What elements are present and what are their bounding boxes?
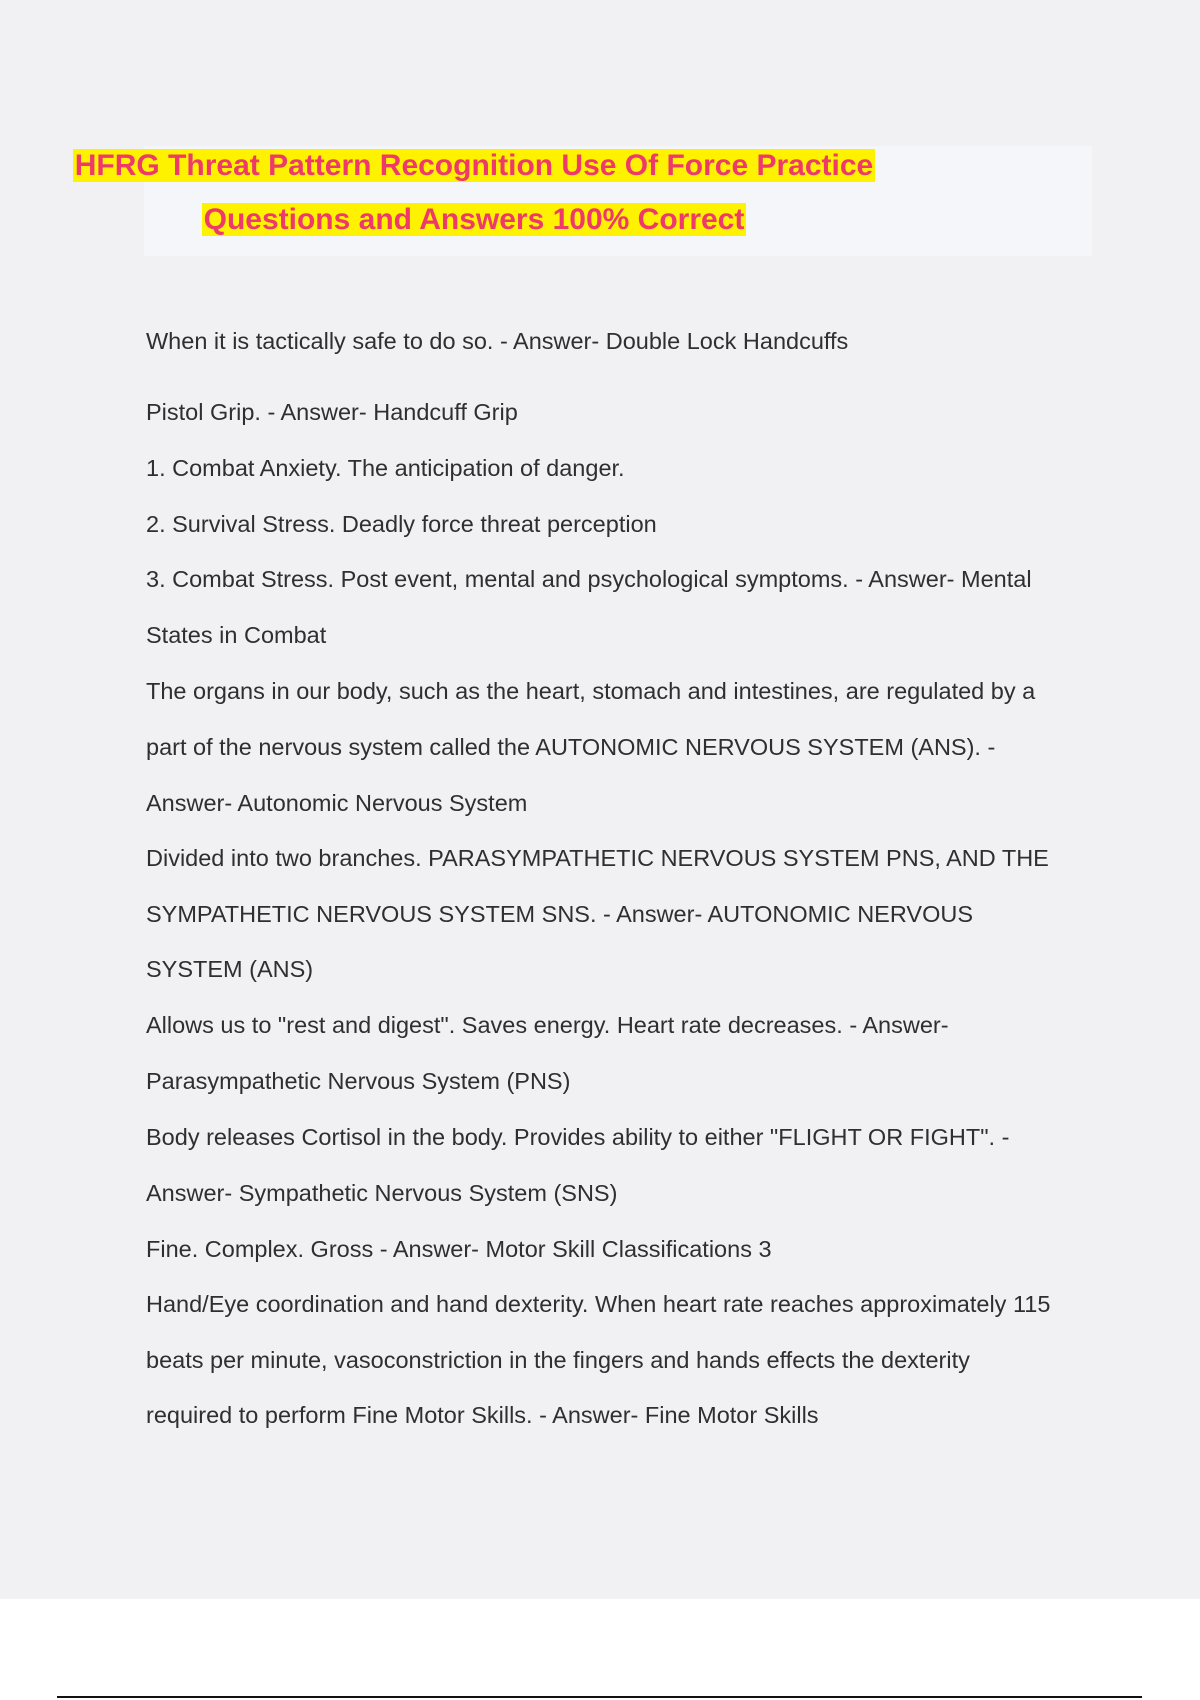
text-line: Body releases Cortisol in the body. Provides ability to either "FLIGHT OR FIGHT". - bbox=[146, 1124, 1010, 1150]
document-title-line-2: Questions and Answers 100% Correct bbox=[203, 203, 745, 236]
text-line: 2. Survival Stress. Deadly force threat perception bbox=[146, 511, 657, 537]
text-line: When it is tactically safe to do so. - Answer- Double Lock Handcuffs bbox=[146, 328, 849, 354]
text-line: 3. Combat Stress. Post event, mental and psychological symptoms. - Answer- Mental bbox=[146, 566, 1032, 592]
text-line: Hand/Eye coordination and hand dexterity. When heart rate reaches approximately 115 bbox=[146, 1291, 1051, 1317]
text-line: The organs in our body, such as the heart, stomach and intestines, are regulated by a bbox=[146, 678, 1036, 704]
text-line: 1. Combat Anxiety. The anticipation of danger. bbox=[146, 455, 625, 481]
text-line: required to perform Fine Motor Skills. - Answer- Fine Motor Skills bbox=[146, 1402, 819, 1428]
text-line: Divided into two branches. PARASYMPATHETIC NERVOUS SYSTEM PNS, AND THE bbox=[146, 845, 1049, 871]
text-line: part of the nervous system called the AUTONOMIC NERVOUS SYSTEM (ANS). - bbox=[146, 734, 996, 760]
text-line: Answer- Autonomic Nervous System bbox=[146, 790, 528, 816]
text-line: Allows us to "rest and digest". Saves energy. Heart rate decreases. - Answer- bbox=[146, 1012, 949, 1038]
document-title-line-1: HFRG Threat Pattern Recognition Use Of Force Practice bbox=[74, 149, 874, 182]
text-line: Fine. Complex. Gross - Answer- Motor Skill Classifications 3 bbox=[146, 1236, 772, 1262]
page-divider bbox=[57, 1696, 1142, 1698]
text-line: beats per minute, vasoconstriction in the fingers and hands effects the dexterity bbox=[146, 1347, 970, 1373]
text-line: Answer- Sympathetic Nervous System (SNS) bbox=[146, 1180, 618, 1206]
text-line: Pistol Grip. - Answer- Handcuff Grip bbox=[146, 399, 518, 425]
text-line: SYMPATHETIC NERVOUS SYSTEM SNS. - Answer- AUTONOMIC NERVOUS bbox=[146, 901, 973, 927]
text-line: SYSTEM (ANS) bbox=[146, 956, 314, 982]
text-line: States in Combat bbox=[146, 622, 327, 648]
text-line: Parasympathetic Nervous System (PNS) bbox=[146, 1068, 571, 1094]
